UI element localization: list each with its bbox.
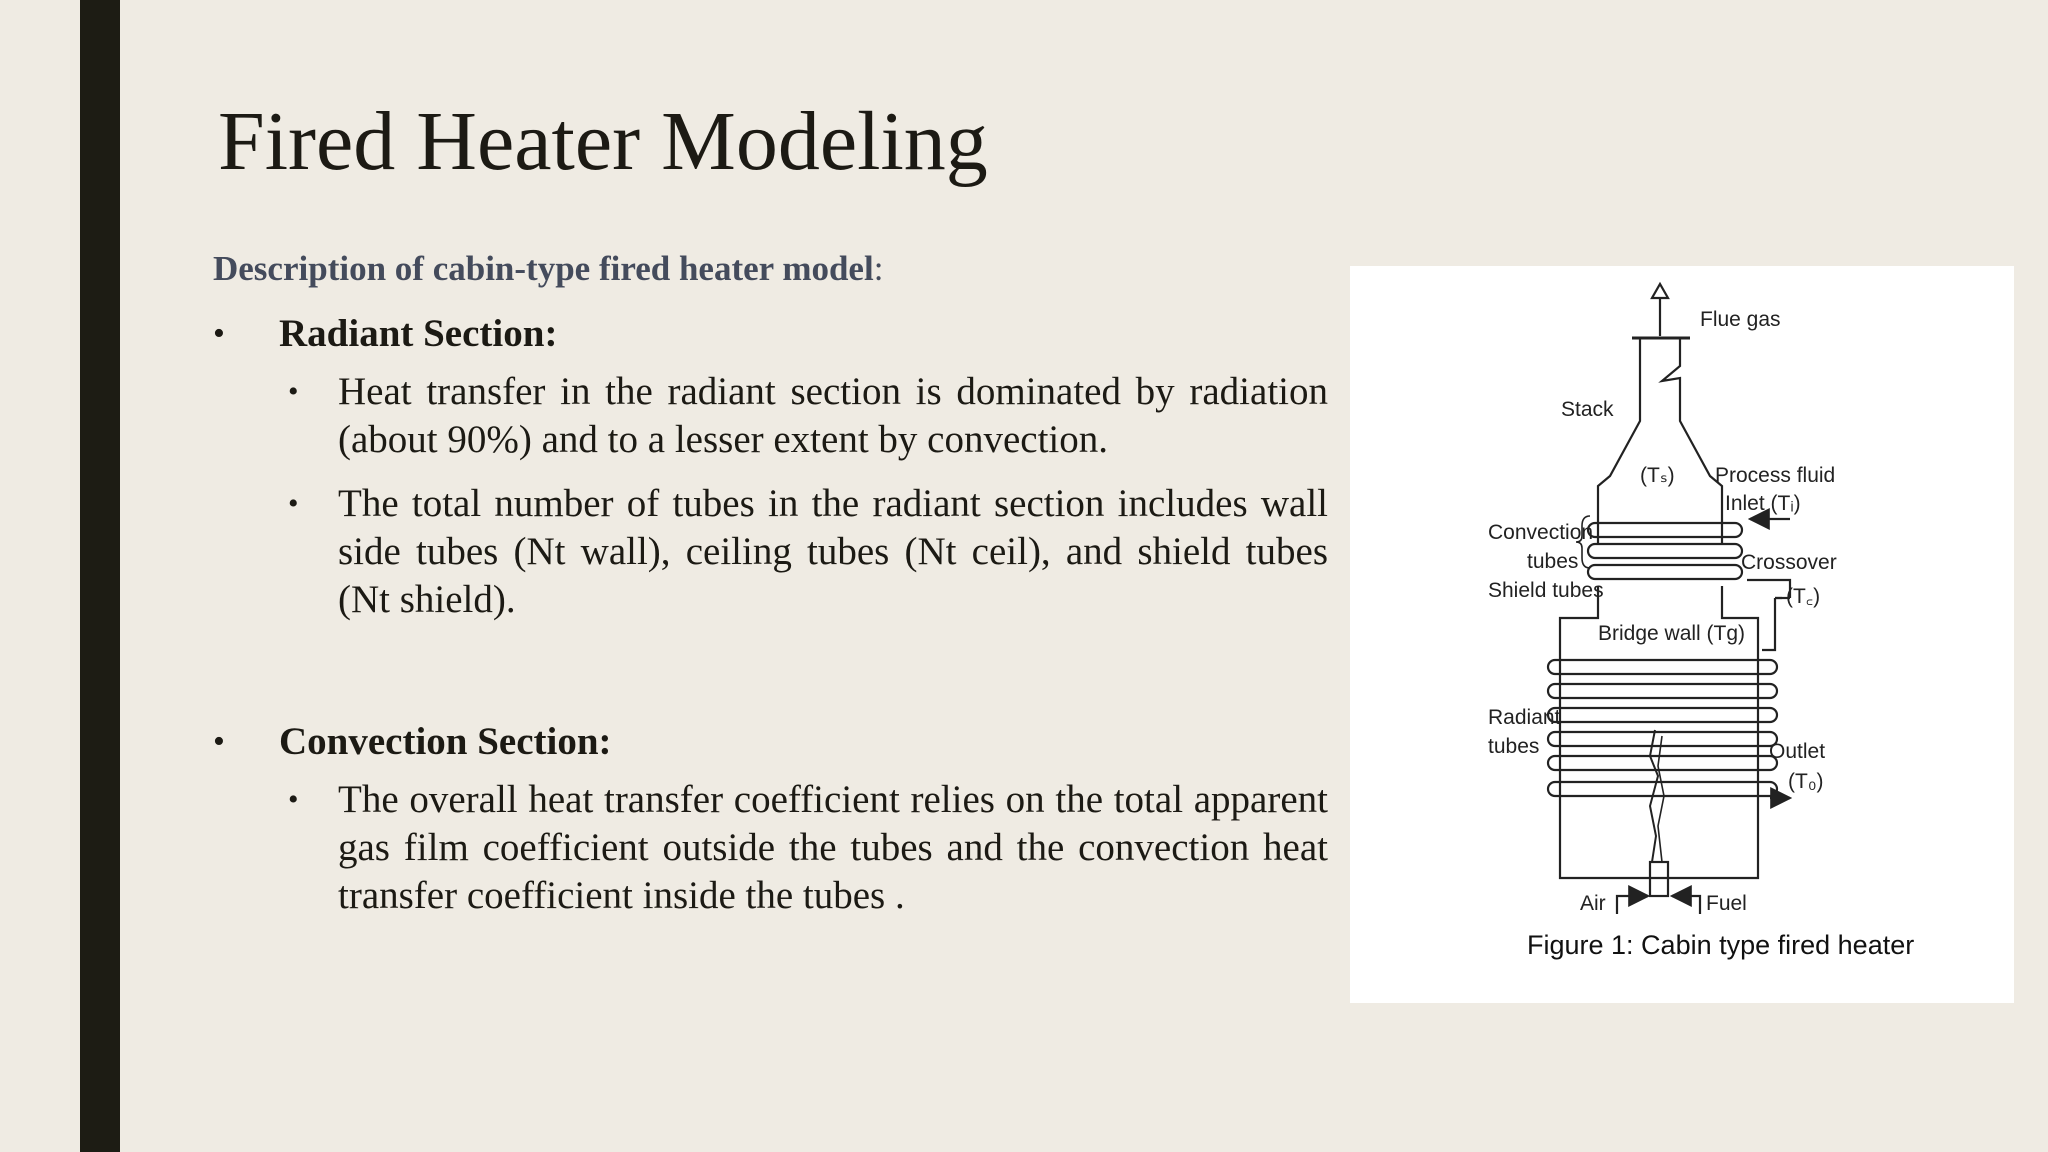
section-heading-text: Convection Section: [279, 720, 612, 763]
stack-left-wall [1598, 338, 1640, 544]
radiant-section-heading [213, 310, 1328, 358]
bullet-marker: • [213, 315, 225, 352]
figure-caption: Figure 1: Cabin type fired heater [1527, 930, 1915, 960]
radiant-point-1 [213, 368, 1328, 464]
heater-diagram [1350, 266, 2014, 1003]
label-radiant-tubes: tubes [1488, 735, 1540, 758]
air-inlet-arrow [1617, 896, 1648, 914]
radiant-box-bottom [1560, 876, 1758, 878]
label-bridge-wall: Bridge wall (Tg) [1598, 622, 1746, 645]
convection-section-heading [213, 718, 1328, 766]
label-shield-tubes: Shield tubes [1488, 579, 1604, 602]
label-ts: (Tₛ) [1640, 464, 1675, 487]
label-air: Air [1580, 892, 1606, 915]
crossover-arrow [1747, 580, 1790, 598]
label-tc: (T꜀) [1786, 585, 1821, 608]
label-to: (T₀) [1788, 770, 1824, 793]
label-stack: Stack [1561, 398, 1614, 421]
description-line [213, 244, 1328, 294]
label-convection-tubes: tubes [1527, 550, 1579, 573]
bullet-marker: • [213, 723, 225, 760]
label-inlet: Inlet (Tᵢ) [1725, 492, 1801, 515]
slide-content [213, 244, 1328, 920]
label-radiant: Radiant [1488, 706, 1561, 729]
slide-title: Fired Heater Modeling [218, 95, 988, 188]
label-crossover: Crossover [1741, 551, 1837, 574]
convection-point-1 [213, 776, 1328, 920]
label-fuel: Fuel [1706, 892, 1747, 915]
label-outlet: Outlet [1769, 740, 1826, 763]
description-text: Description of cabin-type fired heater model [213, 249, 874, 288]
bullet-marker: • [288, 487, 299, 520]
point-text: Heat transfer in the radiant section is dominated by radiation (about 90%) and to a lesser extent by convection. [338, 370, 1328, 461]
point-text: The total number of tubes in the radiant section includes wall side tubes (Nt wall), ceiling tubes (Nt ceil), and shield tubes (Nt shield). [338, 482, 1328, 621]
point-text: The overall heat transfer coefficient relies on the total apparent gas film coefficient outside the tubes and the convection heat transfer coefficient inside the tubes . [338, 778, 1328, 917]
label-convection: Convection [1488, 521, 1594, 544]
bullet-marker: • [288, 375, 299, 408]
convection-tubes [1588, 523, 1742, 579]
flue-gas-arrow [1652, 284, 1668, 336]
section-heading-text: Radiant Section: [279, 312, 558, 355]
radiant-tubes [1548, 660, 1777, 796]
fuel-inlet-arrow [1672, 896, 1700, 914]
description-colon: : [873, 249, 884, 288]
heater-figure [1350, 266, 2014, 1003]
accent-bar [80, 0, 120, 1152]
label-flue-gas: Flue gas [1700, 308, 1781, 331]
radiant-point-2 [213, 480, 1328, 624]
stack-right-wall [1662, 338, 1722, 544]
label-process-fluid: Process fluid [1715, 464, 1836, 487]
bullet-marker: • [288, 783, 299, 816]
